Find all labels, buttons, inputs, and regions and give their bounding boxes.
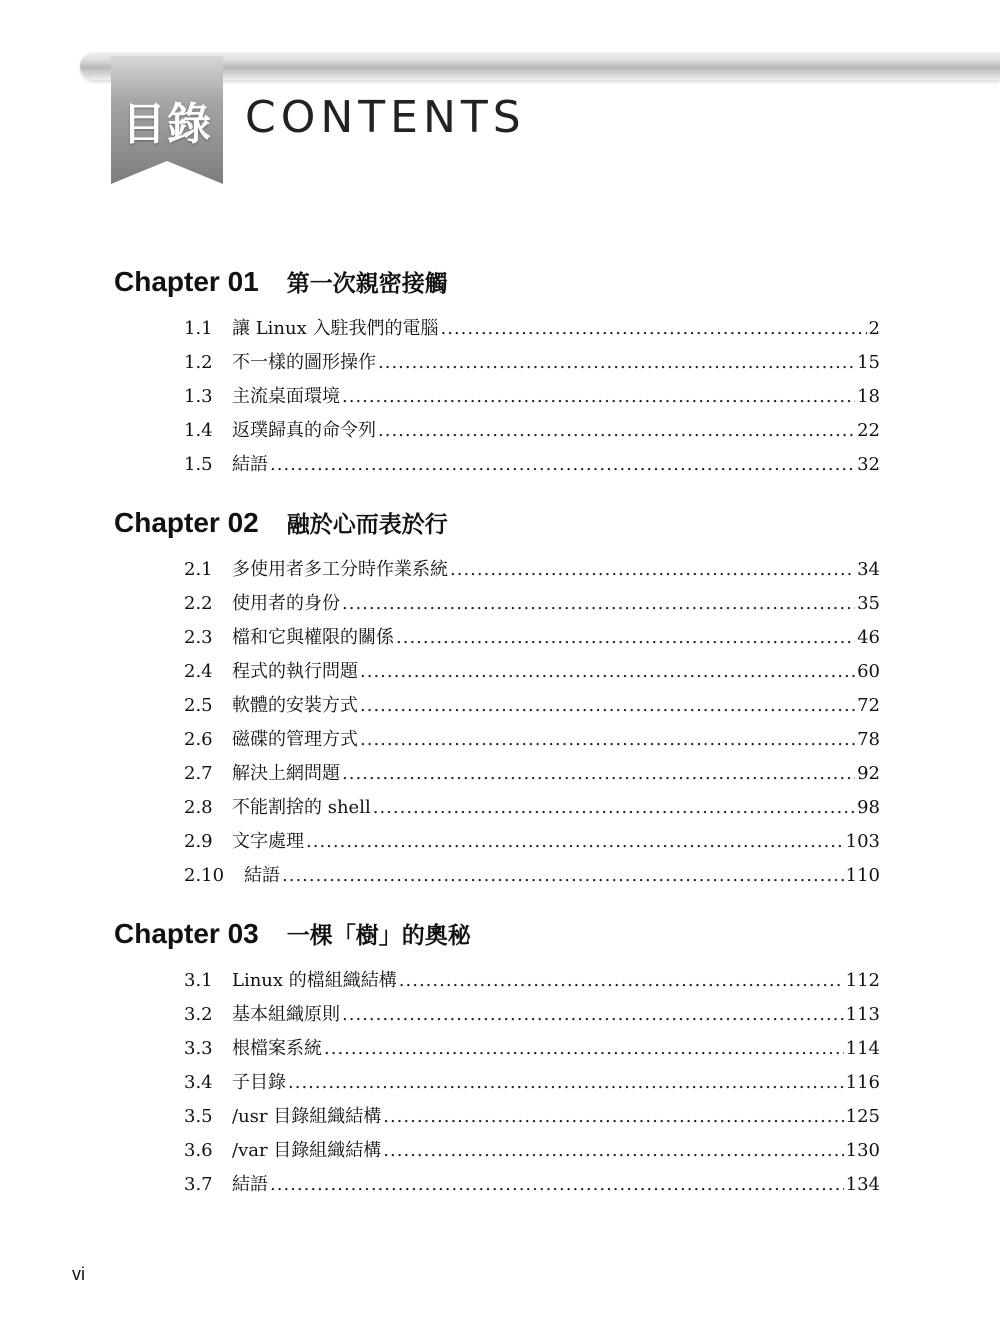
toc-entry[interactable]	[184, 414, 880, 448]
entry-title: 基本組織原則	[232, 1004, 340, 1025]
dot-leader	[342, 998, 844, 1032]
entry-number: 2.8	[184, 797, 213, 818]
toc-entry[interactable]	[184, 553, 880, 587]
entry-page: 112	[845, 970, 880, 991]
entry-number: 3.4	[184, 1072, 213, 1093]
toc-entry[interactable]	[184, 380, 880, 414]
entry-page: 130	[845, 1140, 880, 1161]
toc-entry[interactable]	[184, 964, 880, 998]
toc-entry[interactable]	[184, 1032, 880, 1066]
chapter-03	[114, 914, 914, 1202]
chapter-label: Chapter 03	[114, 918, 259, 949]
dot-leader	[378, 346, 855, 380]
contents-badge: 目錄	[122, 99, 212, 150]
entry-title: 程式的執行問題	[232, 661, 358, 682]
entry-number: 1.2	[184, 352, 213, 373]
entry-title: 檔和它與權限的關係	[232, 627, 394, 648]
chapter-label: Chapter 01	[114, 266, 259, 297]
page-number: vi	[72, 1264, 85, 1284]
toc-entry[interactable]	[184, 448, 880, 482]
entry-page: 35	[857, 593, 880, 614]
entry-number: 2.2	[184, 593, 213, 614]
toc-entry[interactable]	[184, 1100, 880, 1134]
toc-entry[interactable]	[184, 757, 880, 791]
entry-number: 3.7	[184, 1174, 213, 1195]
dot-leader	[342, 757, 855, 791]
dot-leader	[282, 859, 844, 893]
chapter-title: 一棵「樹」的奧秘	[286, 923, 471, 949]
chapter-heading	[114, 914, 914, 954]
toc-entry[interactable]	[184, 346, 880, 380]
entry-title: 解決上網問題	[232, 763, 340, 784]
entry-title: 主流桌面環境	[232, 386, 340, 407]
entry-title: 使用者的身份	[232, 593, 340, 614]
entry-page: 22	[857, 420, 880, 441]
entry-title: 結語	[244, 865, 280, 886]
entry-title: 根檔案系統	[232, 1038, 322, 1059]
toc-entry[interactable]	[184, 1134, 880, 1168]
dot-leader	[378, 414, 855, 448]
dot-leader	[360, 723, 855, 757]
entry-page: 114	[845, 1038, 880, 1059]
entry-page: 92	[857, 763, 880, 784]
toc-entry[interactable]	[184, 621, 880, 655]
dot-leader	[441, 312, 867, 346]
entry-page: 103	[845, 831, 880, 852]
entry-page: 134	[845, 1174, 880, 1195]
chapter-heading	[114, 262, 914, 302]
entry-title: /usr 目錄組織結構	[232, 1106, 382, 1127]
entry-page: 72	[857, 695, 880, 716]
entry-title: 返璞歸真的命令列	[232, 420, 376, 441]
entry-title: 磁碟的管理方式	[232, 729, 358, 750]
entry-number: 1.3	[184, 386, 213, 407]
toc-entry[interactable]	[184, 655, 880, 689]
entry-number: 1.1	[184, 318, 213, 339]
entry-number: 1.5	[184, 454, 213, 475]
entry-title: Linux 的檔組織結構	[232, 970, 397, 991]
chapter-01	[114, 262, 914, 482]
entry-title: 不能割捨的 shell	[232, 797, 371, 818]
entry-page: 60	[857, 661, 880, 682]
entry-number: 2.7	[184, 763, 213, 784]
dot-leader	[306, 825, 844, 859]
entry-title: 軟體的安裝方式	[232, 695, 358, 716]
chapter-label: Chapter 02	[114, 507, 259, 538]
toc-entry[interactable]	[184, 859, 880, 893]
dot-leader	[373, 791, 855, 825]
entry-title: 多使用者多工分時作業系統	[232, 559, 448, 580]
entry-number: 3.3	[184, 1038, 213, 1059]
entry-page: 34	[857, 559, 880, 580]
dot-leader	[342, 587, 855, 621]
entry-number: 2.1	[184, 559, 213, 580]
entry-page: 125	[845, 1106, 880, 1127]
entry-page: 2	[868, 318, 880, 339]
entry-page: 110	[845, 865, 880, 886]
entry-number: 3.5	[184, 1106, 213, 1127]
entry-number: 3.6	[184, 1140, 213, 1161]
entry-number: 2.10	[184, 865, 225, 886]
entry-page: 113	[845, 1004, 880, 1025]
toc-entry[interactable]	[184, 825, 880, 859]
entry-number: 2.5	[184, 695, 213, 716]
dot-leader	[383, 1100, 843, 1134]
dot-leader	[396, 621, 855, 655]
dot-leader	[450, 553, 855, 587]
dot-leader	[399, 964, 844, 998]
entry-title: 不一樣的圖形操作	[232, 352, 376, 373]
entry-number: 3.1	[184, 970, 213, 991]
entry-title: 子目錄	[232, 1072, 286, 1093]
entry-title: 結語	[232, 454, 268, 475]
entry-number: 2.6	[184, 729, 213, 750]
dot-leader	[270, 448, 855, 482]
toc-entry[interactable]	[184, 998, 880, 1032]
entry-page: 18	[857, 386, 880, 407]
entry-number: 2.3	[184, 627, 213, 648]
entry-page: 78	[857, 729, 880, 750]
toc-entry[interactable]	[184, 312, 880, 346]
dot-leader	[288, 1066, 844, 1100]
chapter-heading	[114, 503, 914, 543]
dot-leader	[342, 380, 855, 414]
entry-number: 3.2	[184, 1004, 213, 1025]
contents-title: CONTENTS	[245, 92, 526, 143]
toc-entry[interactable]	[184, 1066, 880, 1100]
entry-page: 98	[857, 797, 880, 818]
toc-entry[interactable]	[184, 689, 880, 723]
chapter-title: 融於心而表於行	[286, 512, 448, 538]
entry-number: 2.9	[184, 831, 213, 852]
toc-entry[interactable]	[184, 723, 880, 757]
dot-leader	[360, 655, 855, 689]
toc-entry[interactable]	[184, 1168, 880, 1202]
entry-page: 116	[845, 1072, 880, 1093]
entry-title: 結語	[232, 1174, 268, 1195]
toc-entry[interactable]	[184, 791, 880, 825]
chapter-title: 第一次親密接觸	[286, 271, 448, 297]
entry-title: /var 目錄組織結構	[232, 1140, 382, 1161]
dot-leader	[360, 689, 855, 723]
toc-entry[interactable]	[184, 587, 880, 621]
entry-page: 32	[857, 454, 880, 475]
dot-leader	[383, 1134, 843, 1168]
entry-title: 文字處理	[232, 831, 304, 852]
chapter-02	[114, 503, 914, 893]
dot-leader	[324, 1032, 844, 1066]
entry-number: 2.4	[184, 661, 213, 682]
dot-leader	[270, 1168, 844, 1202]
entry-title: 讓 Linux 入駐我們的電腦	[232, 318, 439, 339]
entry-number: 1.4	[184, 420, 213, 441]
entry-page: 15	[857, 352, 880, 373]
entry-page: 46	[857, 627, 880, 648]
